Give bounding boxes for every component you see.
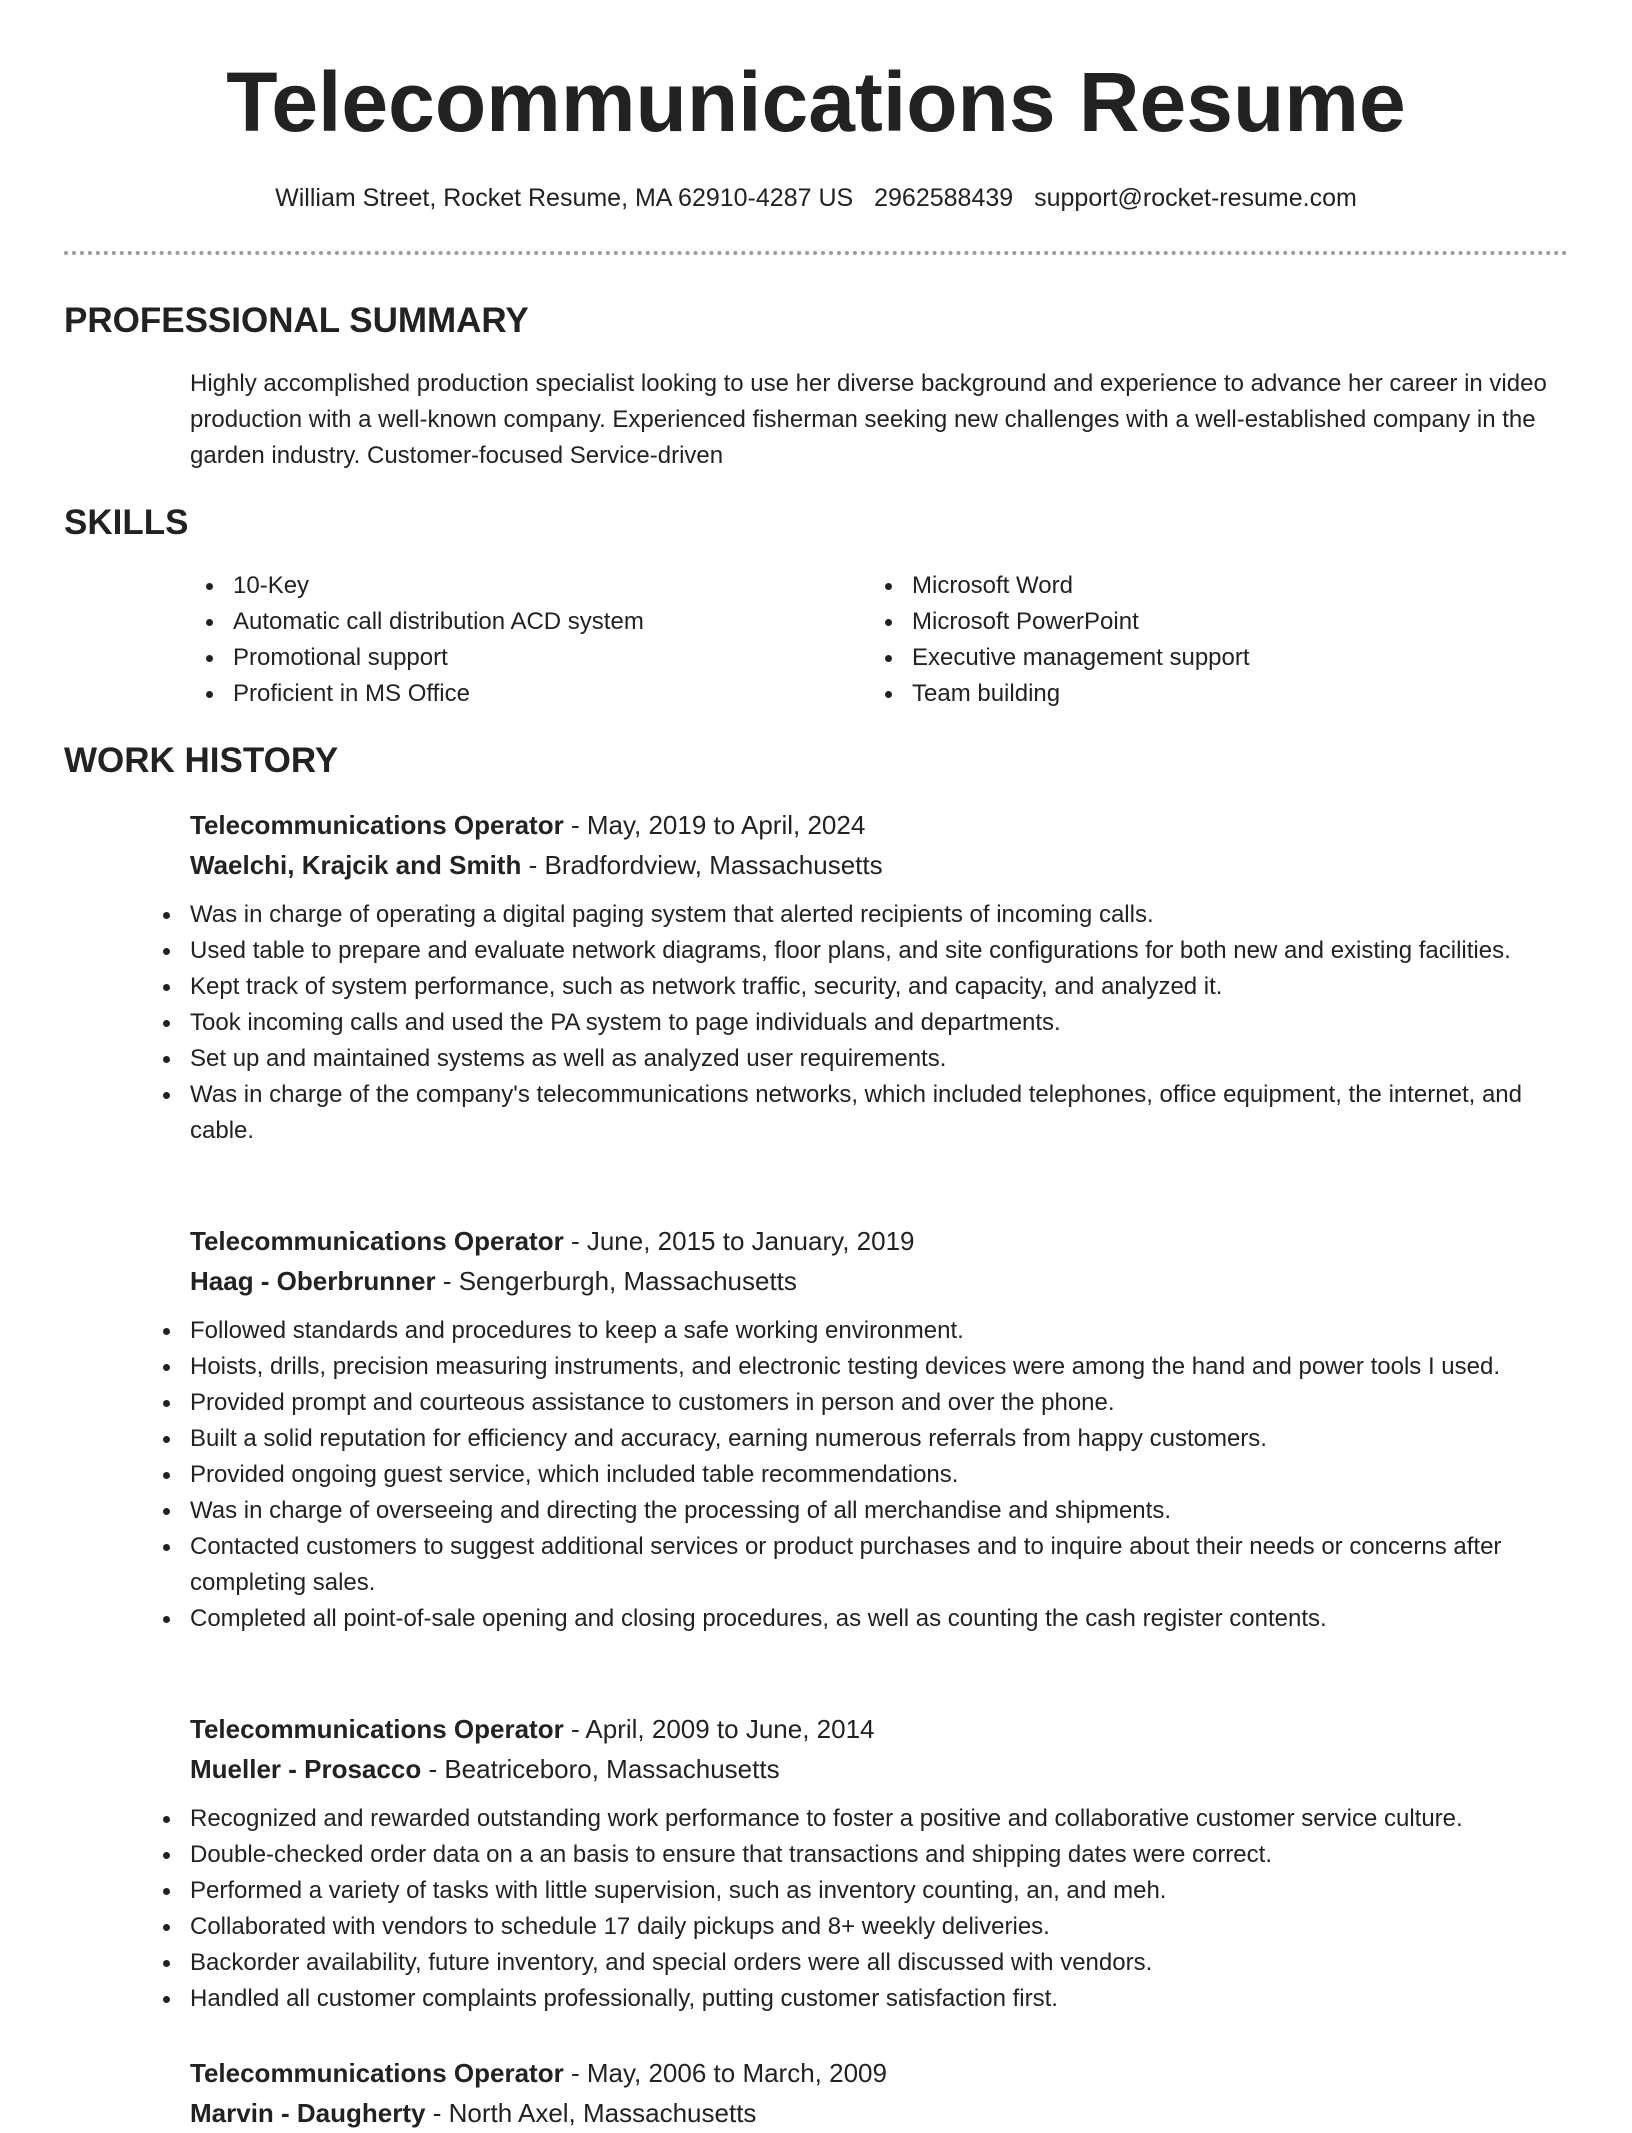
job-company-line [190, 2093, 1570, 2133]
job-location: - Sengerburgh, Massachusetts [442, 1266, 797, 1296]
contact-line [0, 180, 1632, 216]
job-duty: Provided ongoing guest service, which included table recommendations. [147, 1457, 1570, 1493]
job-duties-list [147, 897, 1570, 1149]
job-duty: Hoists, drills, precision measuring instruments, and electronic testing devices were among the hand and power tools I used. [147, 1349, 1570, 1385]
job-title-line [190, 805, 1570, 845]
job-title: Telecommunications Operator [190, 2058, 564, 2088]
job-duty: Performed a variety of tasks with little supervision, such as inventory counting, an, and meh. [147, 1873, 1570, 1909]
job-duty: Provided prompt and courteous assistance to customers in person and over the phone. [147, 1385, 1570, 1421]
header-divider [64, 251, 1568, 255]
job-duty: Built a solid reputation for efficiency and accuracy, earning numerous referrals from happy customers. [147, 1421, 1570, 1457]
skill-item: 10-Key [190, 568, 644, 604]
job-dates: - June, 2015 to January, 2019 [570, 1226, 915, 1256]
skills-list-left [190, 568, 644, 712]
job-duty: Was in charge of the company's telecommunications networks, which included telephones, office equipment, the internet, and cable. [147, 1077, 1570, 1149]
job-duty: Was in charge of overseeing and directing the processing of all merchandise and shipments. [147, 1493, 1570, 1529]
job-company-line [190, 1749, 1570, 1789]
skill-item: Promotional support [190, 640, 644, 676]
job-company-line [190, 1261, 1570, 1301]
job-location: - North Axel, Massachusetts [432, 2098, 757, 2128]
job-duty: Double-checked order data on a an basis to ensure that transactions and shipping dates were correct. [147, 1837, 1570, 1873]
job-entry [190, 805, 1570, 1149]
job-duty: Followed standards and procedures to keep a safe working environment. [147, 1313, 1570, 1349]
skill-item: Microsoft PowerPoint [869, 604, 1250, 640]
job-entry [190, 1709, 1570, 2017]
job-duty: Handled all customer complaints professionally, putting customer satisfaction first. [147, 1981, 1570, 2017]
contact-address: William Street, Rocket Resume, MA 62910-4287 US [275, 184, 854, 212]
job-duty: Took incoming calls and used the PA system to page individuals and departments. [147, 1005, 1570, 1041]
contact-email: support@rocket-resume.com [1034, 184, 1357, 212]
job-entry [190, 2053, 1570, 2133]
section-title-work-history: WORK HISTORY [64, 741, 339, 780]
job-company: Waelchi, Krajcik and Smith [190, 850, 522, 880]
job-dates: - April, 2009 to June, 2014 [570, 1714, 875, 1744]
summary-text: Highly accomplished production specialist looking to use her diverse background and experience to advance her career in video production with a well-known company. Experienced fisherman seeking new challenges with a well-established company in the garden industry. Customer-focused Service-driven [190, 370, 1547, 469]
job-duty: Completed all point-of-sale opening and closing procedures, as well as counting the cash register contents. [147, 1601, 1570, 1637]
job-duty: Collaborated with vendors to schedule 17 daily pickups and 8+ weekly deliveries. [147, 1909, 1570, 1945]
job-company: Marvin - Daugherty [190, 2098, 426, 2128]
job-duty: Used table to prepare and evaluate network diagrams, floor plans, and site configurations for both new and existing facilities. [147, 933, 1570, 969]
section-title-skills: SKILLS [64, 503, 189, 542]
job-location: - Bradfordview, Massachusetts [528, 850, 883, 880]
job-title-line [190, 1709, 1570, 1749]
job-dates: - May, 2019 to April, 2024 [570, 810, 866, 840]
skills-list-right [869, 568, 1250, 712]
job-company-line [190, 845, 1570, 885]
job-entry [190, 1221, 1570, 1637]
skill-item: Microsoft Word [869, 568, 1250, 604]
job-duty: Contacted customers to suggest additional services or product purchases and to inquire about their needs or concerns after completing sales. [147, 1529, 1570, 1601]
job-duty: Recognized and rewarded outstanding work performance to foster a positive and collaborative customer service culture. [147, 1801, 1570, 1837]
job-title-line [190, 1221, 1570, 1261]
job-duty: Kept track of system performance, such as network traffic, security, and capacity, and analyzed it. [147, 969, 1570, 1005]
job-duties-list [147, 1313, 1570, 1637]
job-company: Haag - Oberbrunner [190, 1266, 436, 1296]
job-duties-list [147, 1801, 1570, 2017]
job-duty: Was in charge of operating a digital paging system that alerted recipients of incoming calls. [147, 897, 1570, 933]
section-title-summary: PROFESSIONAL SUMMARY [64, 301, 529, 340]
job-duty: Set up and maintained systems as well as analyzed user requirements. [147, 1041, 1570, 1077]
skill-item: Proficient in MS Office [190, 676, 644, 712]
job-title-line [190, 2053, 1570, 2093]
job-title: Telecommunications Operator [190, 1714, 564, 1744]
skill-item: Team building [869, 676, 1250, 712]
job-title: Telecommunications Operator [190, 810, 564, 840]
contact-phone: 2962588439 [874, 184, 1014, 212]
job-title: Telecommunications Operator [190, 1226, 564, 1256]
skill-item: Automatic call distribution ACD system [190, 604, 644, 640]
job-dates: - May, 2006 to March, 2009 [570, 2058, 887, 2088]
resume-title: Telecommunications Resume [226, 55, 1406, 149]
skill-item: Executive management support [869, 640, 1250, 676]
job-location: - Beatriceboro, Massachusetts [428, 1754, 780, 1784]
job-duty: Backorder availability, future inventory, and special orders were all discussed with vendors. [147, 1945, 1570, 1981]
job-company: Mueller - Prosacco [190, 1754, 422, 1784]
